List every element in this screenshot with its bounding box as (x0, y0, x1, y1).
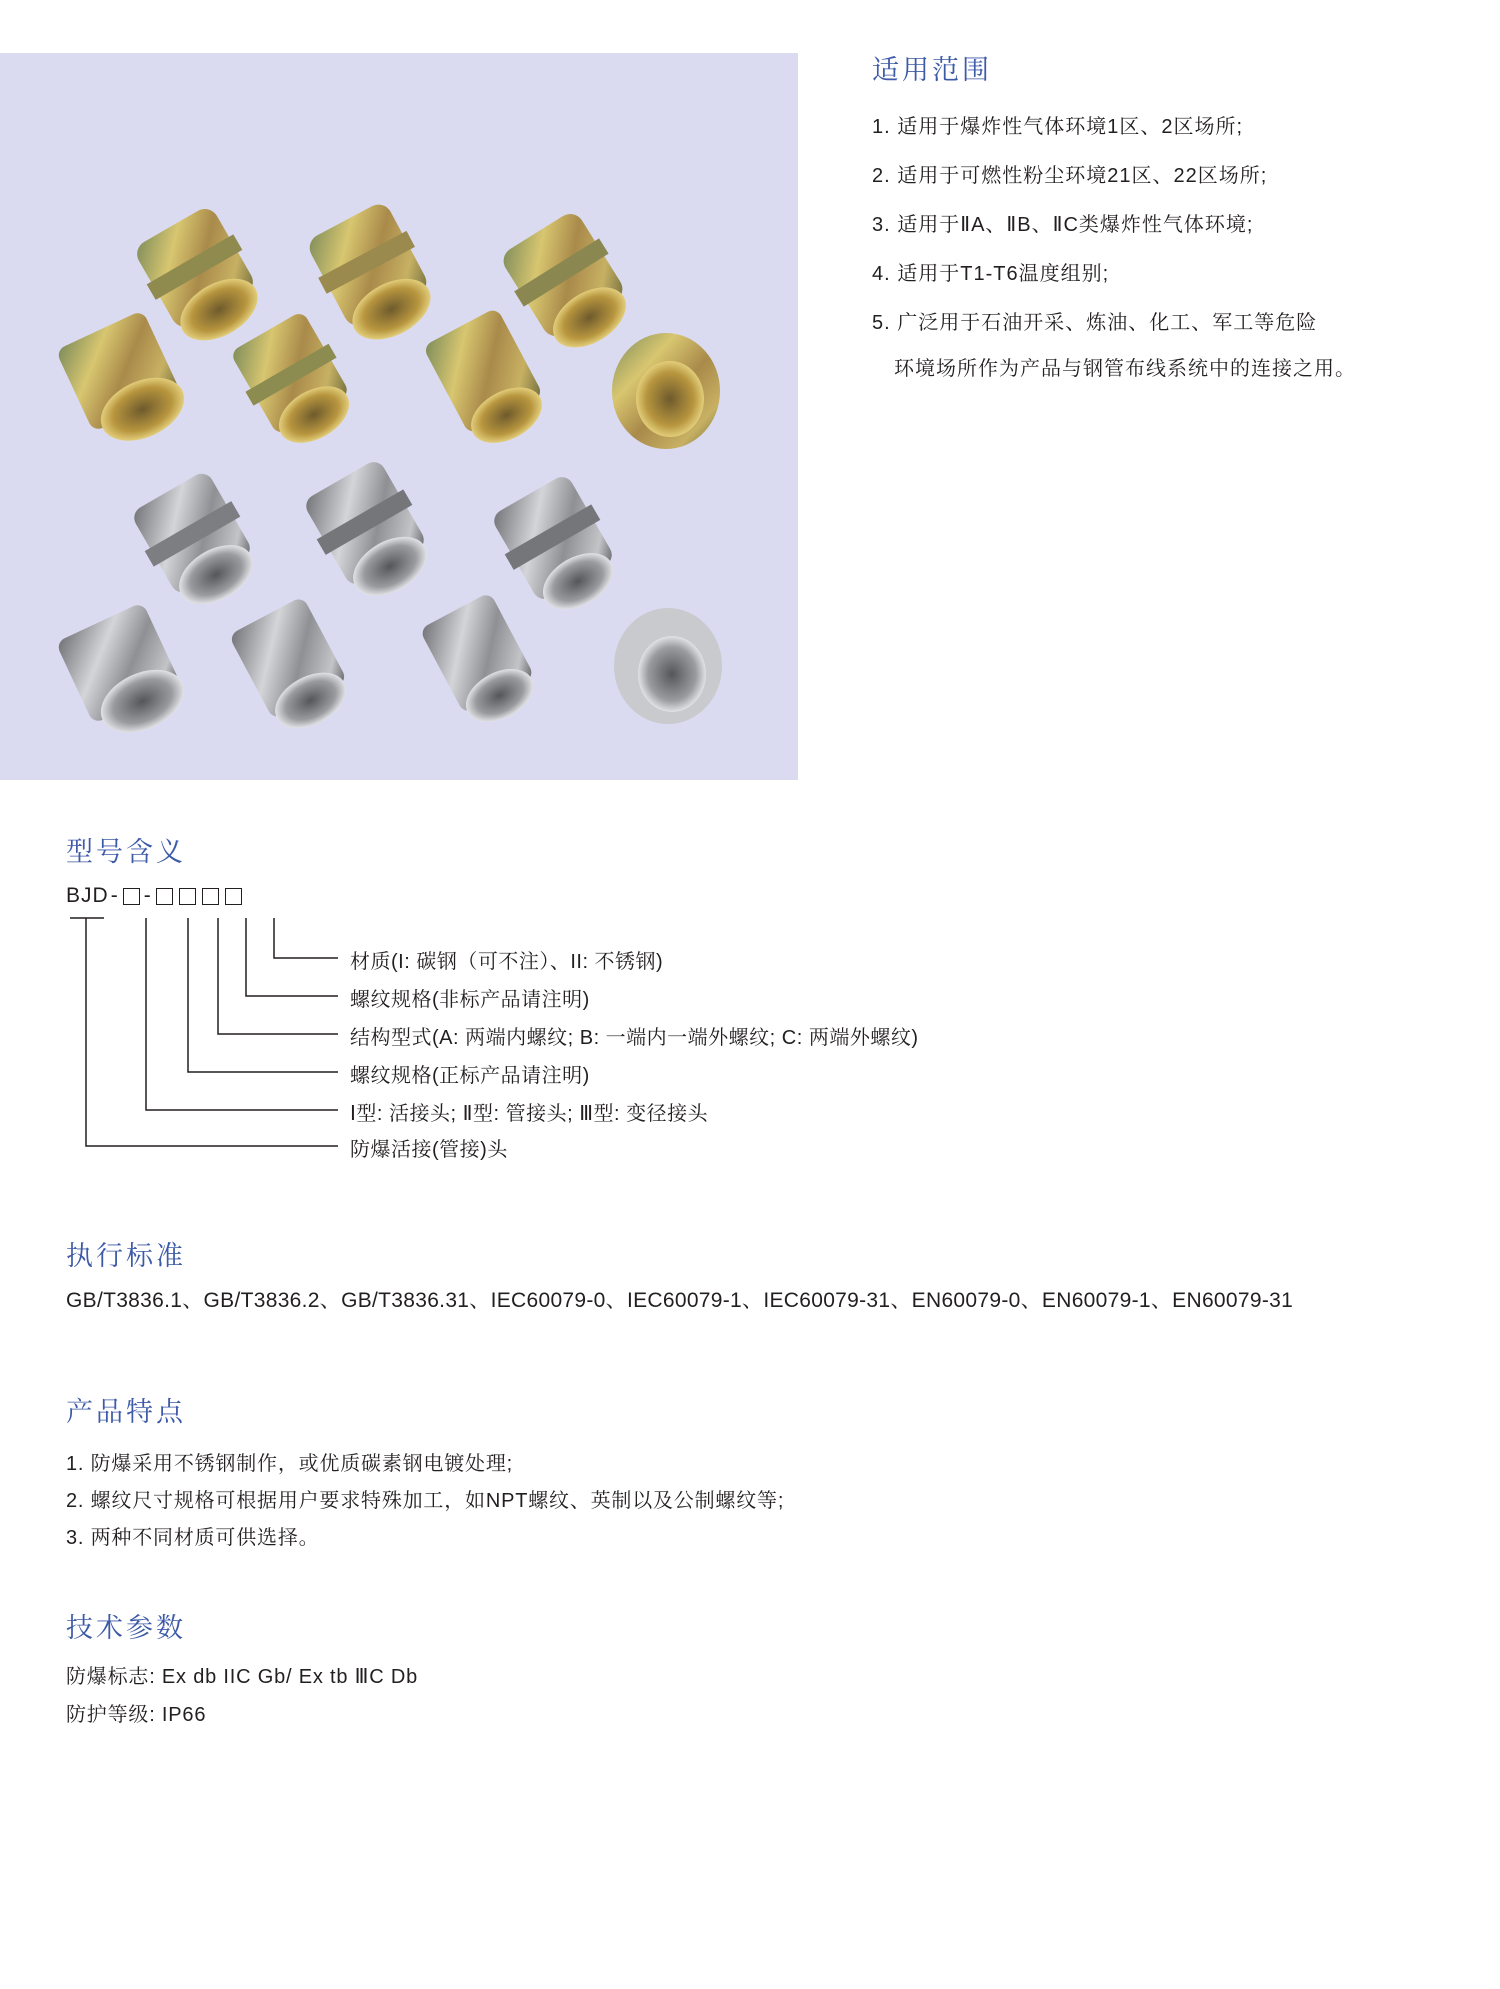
fitting-steel-3 (485, 470, 634, 627)
fitting-steel-5 (228, 596, 359, 741)
features-title: 产品特点 (66, 1397, 186, 1428)
scope-item: 环境场所作为产品与钢管布线系统中的连接之用。 (894, 358, 1356, 380)
feature-item: 1. 防爆采用不锈钢制作，或优质碳素钢电镀处理; (66, 1453, 513, 1475)
scope-item: 2. 适用于可燃性粉尘环境21区、22区场所; (872, 165, 1268, 187)
product-photo (0, 53, 798, 780)
fitting-steel-6 (419, 592, 546, 735)
scope-item: 1. 适用于爆炸性气体环境1区、2区场所; (872, 116, 1244, 138)
fitting-zinc-2 (300, 197, 447, 355)
feature-item: 2. 螺纹尺寸规格可根据用户要求特殊加工，如NPT螺纹、英制以及公制螺纹等; (66, 1490, 785, 1512)
legend-thread-std: 螺纹规格(正标产品请注明) (350, 1065, 590, 1087)
code-box-structure (179, 888, 196, 905)
feature-item: 3. 两种不同材质可供选择。 (66, 1527, 320, 1549)
fitting-zinc-4 (55, 309, 194, 457)
legend-product: 防爆活接(管接)头 (350, 1139, 508, 1161)
legend-structure: 结构型式(A: 两端内螺纹; B: 一端内一端外螺纹; C: 两端外螺纹) (350, 1027, 919, 1049)
model-code (66, 884, 244, 908)
scope-item: 4. 适用于T1-T6温度组别; (872, 263, 1110, 285)
fitting-zinc-3 (494, 206, 645, 365)
scope-title: 适用范围 (872, 55, 992, 86)
legend-material: 材质(I: 碳钢（可不注）、II: 不锈钢) (350, 951, 664, 973)
fittings-illustration (0, 53, 798, 780)
code-box-thread-std (156, 888, 173, 905)
fitting-zinc-6 (422, 307, 554, 456)
code-box-thread-nonstd (202, 888, 219, 905)
legend-thread-nonstd: 螺纹规格(非标产品请注明) (350, 989, 590, 1011)
fitting-steel-1 (125, 466, 272, 621)
fitting-steel-4 (55, 601, 194, 749)
code-box-type (123, 888, 140, 905)
model-code-dash: - (143, 884, 152, 907)
fitting-zinc-7 (612, 333, 720, 449)
fitting-steel-7 (614, 608, 722, 724)
fitting-zinc-5 (224, 307, 367, 459)
tech-title: 技术参数 (66, 1613, 186, 1644)
fitting-steel-2 (297, 455, 446, 613)
legend-type: Ⅰ型: 活接头; Ⅱ型: 管接头; Ⅲ型: 变径接头 (350, 1103, 709, 1125)
standard-text: GB/T3836.1、GB/T3836.2、GB/T3836.31、IEC60079-0、IEC60079-1、IEC60079-31、EN60079-0、EN60079-1、EN60079-31 (66, 1289, 1294, 1312)
standard-title: 执行标准 (66, 1241, 186, 1272)
model-title: 型号含义 (66, 837, 186, 868)
model-code-dash: - (110, 884, 119, 907)
ex-mark: 防爆标志: Ex db IIC Gb/ Ex tb ⅢC Db (66, 1666, 419, 1688)
ip-rating: 防护等级: IP66 (66, 1704, 207, 1726)
scope-item: 5. 广泛用于石油开采、炼油、化工、军工等危险 (872, 312, 1318, 334)
model-code-prefix: BJD (66, 884, 109, 907)
scope-item: 3. 适用于ⅡA、ⅡB、ⅡC类爆炸性气体环境; (872, 214, 1254, 236)
code-box-material (225, 888, 242, 905)
